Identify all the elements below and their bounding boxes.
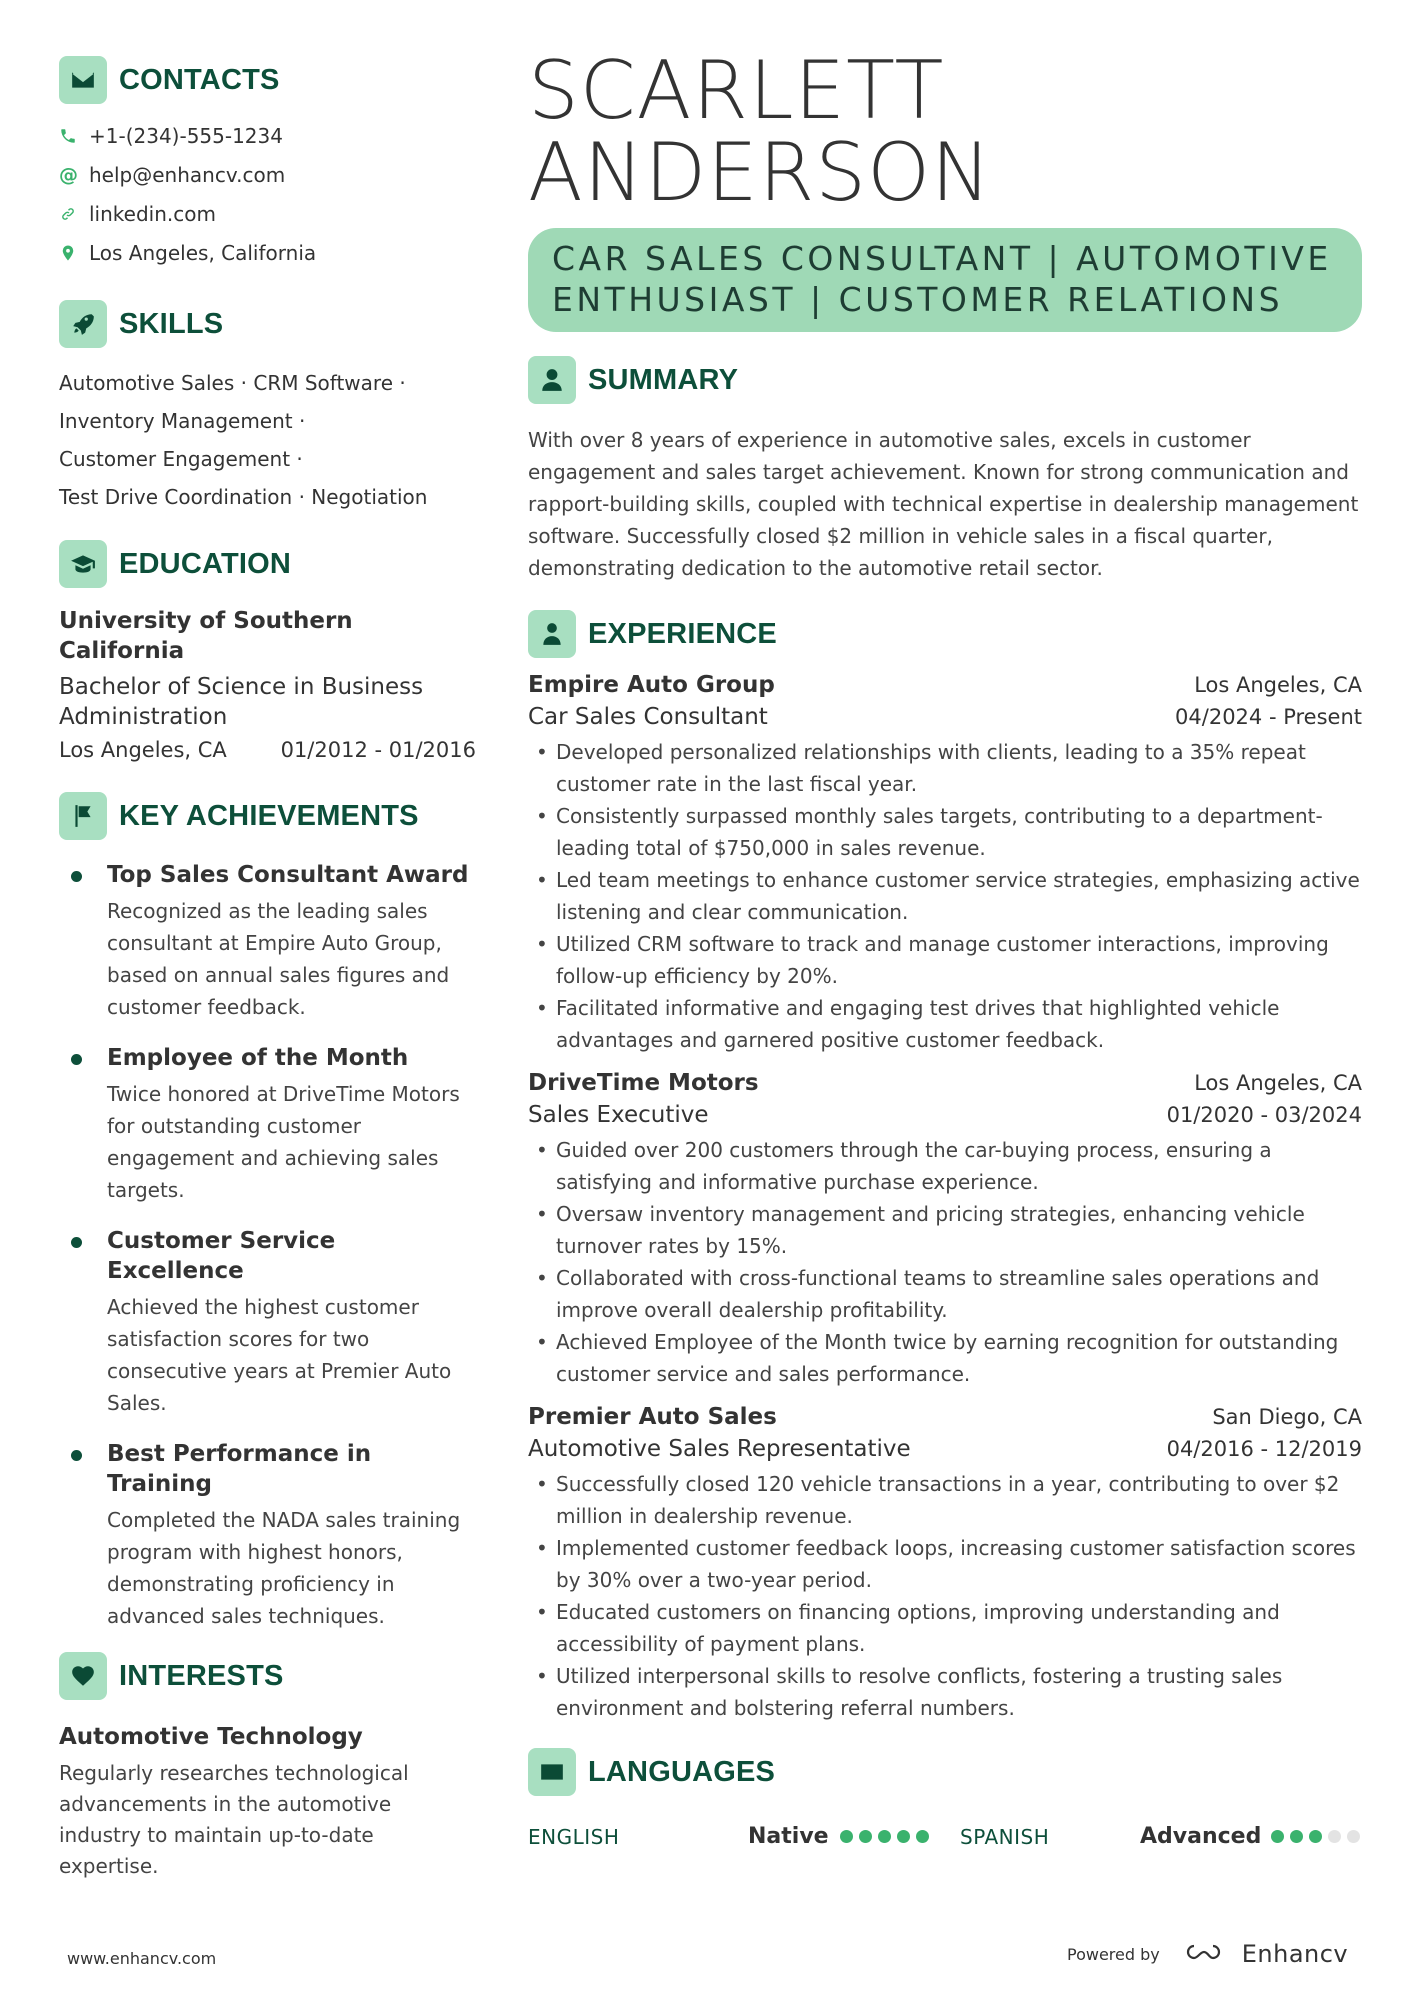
linkedin-link[interactable]: linkedin.com xyxy=(89,201,216,226)
headline-tag: CAR SALES CONSULTANT | AUTOMOTIVE ENTHUSIAST | CUSTOMER RELATIONS xyxy=(528,228,1362,332)
job-bullets xyxy=(528,736,1362,1056)
skills-title: SKILLS xyxy=(119,307,224,340)
rating-dot xyxy=(878,1830,891,1843)
job-bullet: • Led team meetings to enhance customer service strategies, emphasizing active listening and clear communication. xyxy=(528,864,1362,928)
contact-linkedin xyxy=(59,194,479,233)
contacts-header xyxy=(59,56,479,104)
skills-header xyxy=(59,300,479,348)
job-bullet: • Educated customers on financing options, improving understanding and accessibility of payment plans. xyxy=(528,1596,1362,1660)
achievement-item xyxy=(59,1043,479,1206)
interests-header xyxy=(59,1652,479,1700)
job-entry xyxy=(528,1070,1362,1390)
skills-line: Customer Engagement · xyxy=(59,447,303,471)
phone-icon xyxy=(59,127,89,145)
interests-title: INTERESTS xyxy=(119,1659,284,1692)
briefcase-person-icon xyxy=(528,610,576,658)
bullet-dot xyxy=(71,1450,82,1461)
language-name: ENGLISH xyxy=(528,1824,620,1849)
job-role: Car Sales Consultant xyxy=(528,704,768,730)
skills-line: Test Drive Coordination · Negotiation xyxy=(59,485,428,509)
job-bullet: • Utilized CRM software to track and manage customer interactions, improving follow-up efficiency by 20%. xyxy=(528,928,1362,992)
left-column xyxy=(59,56,479,1882)
achievement-desc: Twice honored at DriveTime Motors for outstanding customer engagement and achieving sales targets. xyxy=(107,1082,460,1202)
location-pin-icon xyxy=(59,244,89,262)
rating-dot xyxy=(1309,1830,1322,1843)
job-bullets xyxy=(528,1134,1362,1390)
job-location: San Diego, CA xyxy=(1212,1405,1362,1429)
job-company: Premier Auto Sales xyxy=(528,1404,777,1430)
education-dates: 01/2012 - 01/2016 xyxy=(280,738,476,762)
experience-header xyxy=(528,610,1362,658)
education-school: University of Southern California xyxy=(59,608,353,664)
footer-website[interactable]: www.enhancv.com xyxy=(67,1949,217,1968)
job-location: Los Angeles, CA xyxy=(1194,673,1362,697)
candidate-first-name: SCARLETT xyxy=(528,44,945,137)
job-entry xyxy=(528,672,1362,1056)
location-text: Los Angeles, California xyxy=(89,240,317,265)
achievements-list xyxy=(59,860,479,1632)
contact-email xyxy=(59,155,479,194)
rocket-icon xyxy=(59,300,107,348)
job-dates: 04/2016 - 12/2019 xyxy=(1166,1437,1362,1461)
job-bullet: • Collaborated with cross-functional teams to streamline sales operations and improve overall dealership profitability. xyxy=(528,1262,1362,1326)
powered-by-text: Powered by xyxy=(1067,1944,1160,1964)
achievements-header xyxy=(59,792,479,840)
rating-dot xyxy=(916,1830,929,1843)
rating-dot xyxy=(840,1830,853,1843)
rating-dot xyxy=(1328,1830,1341,1843)
languages-title: LANGUAGES xyxy=(588,1755,776,1788)
bullet-dot xyxy=(71,1054,82,1065)
job-company: Empire Auto Group xyxy=(528,672,775,698)
bullet-dot xyxy=(71,1237,82,1248)
bullet-dot xyxy=(71,871,82,882)
job-location: Los Angeles, CA xyxy=(1194,1071,1362,1095)
job-dates: 01/2020 - 03/2024 xyxy=(1166,1103,1362,1127)
right-column xyxy=(528,44,1362,1849)
email-link[interactable]: help@enhancv.com xyxy=(89,162,286,187)
language-rating-dots xyxy=(1271,1830,1360,1843)
person-icon xyxy=(528,356,576,404)
education-entry xyxy=(59,606,479,762)
achievements-title: KEY ACHIEVEMENTS xyxy=(119,799,419,832)
achievement-item xyxy=(59,1439,479,1632)
achievement-title: Customer Service Excellence xyxy=(107,1228,336,1284)
candidate-last-name: ANDERSON xyxy=(528,126,992,219)
footer-branding xyxy=(1067,1940,1348,1968)
education-header xyxy=(59,540,479,588)
job-bullet: • Consistently surpassed monthly sales targets, contributing to a department-leading total of $750,000 in sales revenue. xyxy=(528,800,1362,864)
summary-header xyxy=(528,356,1362,404)
job-entry xyxy=(528,1404,1362,1724)
at-icon: @ xyxy=(59,163,78,186)
skills-list xyxy=(59,364,479,516)
rating-dot xyxy=(897,1830,910,1843)
rating-dot xyxy=(1271,1830,1284,1843)
skills-line: Automotive Sales · CRM Software · xyxy=(59,371,406,395)
graduation-cap-icon xyxy=(59,540,107,588)
job-bullet: • Implemented customer feedback loops, increasing customer satisfaction scores by 30% over a two-year period. xyxy=(528,1532,1362,1596)
job-role: Sales Executive xyxy=(528,1102,709,1128)
education-meta xyxy=(59,738,476,762)
skills-line: Inventory Management · xyxy=(59,409,306,433)
job-bullet: • Utilized interpersonal skills to resolve conflicts, fostering a trusting sales environment and bolstering referral numbers. xyxy=(528,1660,1362,1724)
contact-location xyxy=(59,233,479,272)
rating-dot xyxy=(1290,1830,1303,1843)
phone-text[interactable]: +1-(234)-555-1234 xyxy=(89,123,283,148)
summary-title: SUMMARY xyxy=(588,363,739,396)
education-degree: Bachelor of Science in Business Administration xyxy=(59,674,424,730)
achievement-item xyxy=(59,860,479,1023)
experience-title: EXPERIENCE xyxy=(588,617,777,650)
contact-phone xyxy=(59,116,479,155)
achievement-desc: Achieved the highest customer satisfaction scores for two consecutive years at Premier Auto Sales. xyxy=(107,1295,452,1415)
contacts-title: CONTACTS xyxy=(119,63,280,96)
contact-list xyxy=(59,116,479,272)
job-role: Automotive Sales Representative xyxy=(528,1436,911,1462)
envelope-icon xyxy=(59,56,107,104)
summary-text: With over 8 years of experience in automotive sales, excels in customer engagement and sales target achievement. Known for strong communication and rapport-building skills, coupled with technical expertise in dealership management software. Successfully closed $2 million in vehicle sales in a fiscal quarter, demonstrating dedication to the automotive retail sector. xyxy=(528,428,1359,580)
flag-icon xyxy=(59,792,107,840)
language-rating-dots xyxy=(840,1830,960,1843)
job-bullets xyxy=(528,1468,1362,1724)
language-icon xyxy=(528,1748,576,1796)
job-bullet: • Oversaw inventory management and pricing strategies, enhancing vehicle turnover rates by 15%. xyxy=(528,1198,1362,1262)
job-bullet: • Guided over 200 customers through the car-buying process, ensuring a satisfying and informative purchase experience. xyxy=(528,1134,1362,1198)
job-company: DriveTime Motors xyxy=(528,1070,759,1096)
job-bullet: • Developed personalized relationships with clients, leading to a 35% repeat customer rate in the last fiscal year. xyxy=(528,736,1362,800)
job-bullet: • Facilitated informative and engaging test drives that highlighted vehicle advantages and garnered positive customer feedback. xyxy=(528,992,1362,1056)
language-level: Native xyxy=(748,1824,829,1849)
achievement-item xyxy=(59,1226,479,1419)
language-name: SPANISH xyxy=(960,1824,1050,1849)
languages-header xyxy=(528,1748,1362,1796)
achievement-title: Employee of the Month xyxy=(107,1045,409,1071)
achievement-desc: Recognized as the leading sales consultant at Empire Auto Group, based on annual sales figures and customer feedback. xyxy=(107,899,450,1019)
job-dates: 04/2024 - Present xyxy=(1175,705,1362,729)
achievement-desc: Completed the NADA sales training program with highest honors, demonstrating proficiency in advanced sales techniques. xyxy=(107,1508,461,1628)
language-level: Advanced xyxy=(1140,1824,1262,1849)
job-bullet: • Achieved Employee of the Month twice by earning recognition for outstanding customer service and sales performance. xyxy=(528,1326,1362,1390)
achievement-title: Top Sales Consultant Award xyxy=(107,862,469,888)
job-bullet: • Successfully closed 120 vehicle transactions in a year, contributing to over $2 million in dealership revenue. xyxy=(528,1468,1362,1532)
rating-dot xyxy=(1347,1830,1360,1843)
interest-desc: Regularly researches technological advancements in the automotive industry to maintain up-to-date expertise. xyxy=(59,1761,409,1878)
achievement-title: Best Performance in Training xyxy=(107,1441,372,1497)
enhancv-logo-icon xyxy=(1184,1940,1232,1968)
languages-row xyxy=(528,1824,1362,1849)
brand-name: Enhancv xyxy=(1241,1940,1349,1968)
link-icon xyxy=(59,205,89,223)
education-location: Los Angeles, CA xyxy=(59,738,227,762)
education-title: EDUCATION xyxy=(119,547,292,580)
heart-icon xyxy=(59,1652,107,1700)
interest-title: Automotive Technology xyxy=(59,1724,363,1750)
rating-dot xyxy=(859,1830,872,1843)
